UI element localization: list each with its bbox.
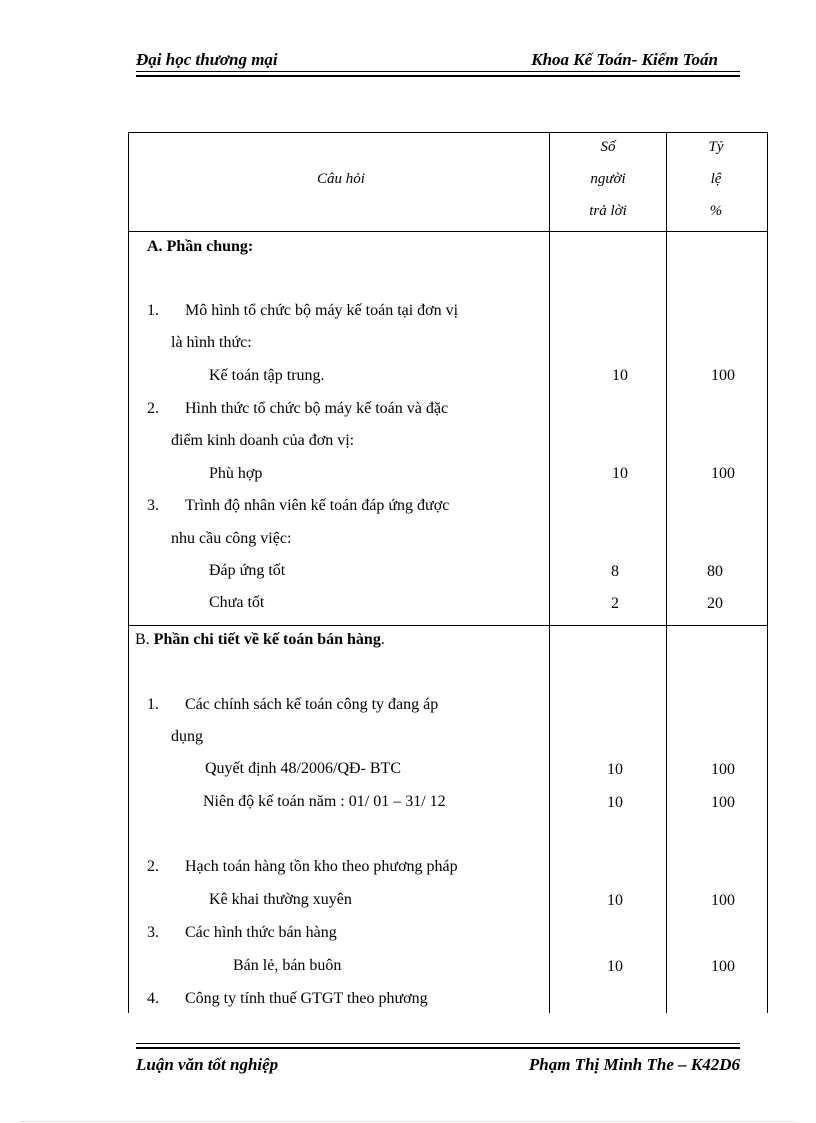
section-b-q2-number: 2. [147,858,159,875]
section-b-q4-text: Công ty tính thuế GTGT theo phương [185,990,428,1007]
section-a-q3-count-2: 2 [611,595,619,612]
section-a-q2-answer: Phù hợp [209,465,263,482]
section-a-q1-number: 1. [147,302,159,319]
section-b-q3-text: Các hình thức bán hàng [185,924,337,941]
page-header [136,48,740,70]
column-divider-1 [549,133,550,1013]
section-a-q1-text-cont: là hình thức: [171,334,252,351]
section-b-title: B. Phần chi tiết về kế toán bán hàng. [135,631,385,648]
section-b-q1-answer-1: Quyết định 48/2006/QĐ- BTC [205,760,401,777]
section-a-q1-text: Mô hình tổ chức bộ máy kế toán tại đơn vị [185,302,459,319]
section-a-q3-pct-2: 20 [707,595,723,612]
header-row-divider [129,231,767,232]
section-a-q1-pct: 100 [711,367,735,384]
section-b-q4-number: 4. [147,990,159,1007]
column-header-respondents-2: người [590,171,626,187]
section-b-q1-answer-2: Niên độ kế toán năm : 01/ 01 – 31/ 12 [203,793,446,810]
section-b-q2-count: 10 [607,892,623,909]
section-a-q2-text: Hình thức tổ chức bộ máy kế toán và đặc [185,400,449,417]
column-header-respondents-1: Số [600,139,616,155]
section-divider [129,625,767,626]
section-a-q3-text-cont: nhu cầu công việc: [171,530,292,547]
page-footer [136,1055,740,1077]
section-b-q2-pct: 100 [711,892,735,909]
section-a-q3-number: 3. [147,497,159,514]
footer-rule-thick [136,1047,740,1049]
column-header-ratio-1: Tỷ [708,139,724,155]
column-header-ratio-3: % [709,203,723,219]
header-faculty: Khoa Kế Toán- Kiểm Toán [531,50,718,69]
section-b-q3-number: 3. [147,924,159,941]
column-header-question: Câu hỏi [317,171,365,187]
section-a-q3-answer-2: Chưa tốt [209,594,265,611]
footer-rule-thin [136,1043,740,1044]
page-edge-dotted-line [20,1121,796,1122]
section-b-q3-answer: Bán lẻ, bán buôn [233,957,342,974]
section-b-q2-text: Hạch toán hàng tồn kho theo phương pháp [185,858,458,875]
section-b-q1-number: 1. [147,696,159,713]
footer-author: Phạm Thị Minh The – K42D6 [528,1055,740,1074]
section-a-q1-count: 10 [612,367,628,384]
survey-table [128,132,768,1013]
section-b-q2-answer: Kê khai thường xuyên [209,891,352,908]
column-header-respondents-3: trả lời [589,203,627,219]
section-a-q2-number: 2. [147,400,159,417]
section-a-q3-pct-1: 80 [707,563,723,580]
section-a-q3-answer-1: Đáp ứng tốt [209,562,286,579]
section-a-q2-text-cont: điểm kinh doanh của đơn vị: [171,432,355,449]
header-rule-thin [136,71,740,72]
column-header-ratio-2: lệ [710,171,722,187]
section-a-q3-count-1: 8 [611,563,619,580]
section-b-q3-pct: 100 [711,958,735,975]
section-b-q1-pct-2: 100 [711,794,735,811]
section-b-q1-count-1: 10 [607,761,623,778]
section-a-title: A. Phần chung: [147,238,254,255]
header-rule-thick [136,75,740,77]
section-a-q2-pct: 100 [711,465,735,482]
section-b-q1-count-2: 10 [607,794,623,811]
section-a-q1-answer: Kế toán tập trung. [209,367,325,384]
section-a-q2-count: 10 [612,465,628,482]
section-a-q3-text: Trình độ nhân viên kế toán đáp ứng được [185,497,450,514]
section-b-q1-text: Các chính sách kế toán công ty đang áp [185,696,439,713]
section-b-q3-count: 10 [607,958,623,975]
section-b-q1-text-cont: dụng [171,728,203,745]
footer-thesis: Luận văn tốt nghiệp [136,1055,279,1074]
section-b-q1-pct-1: 100 [711,761,735,778]
header-university: Đại học thương mại [136,50,278,69]
